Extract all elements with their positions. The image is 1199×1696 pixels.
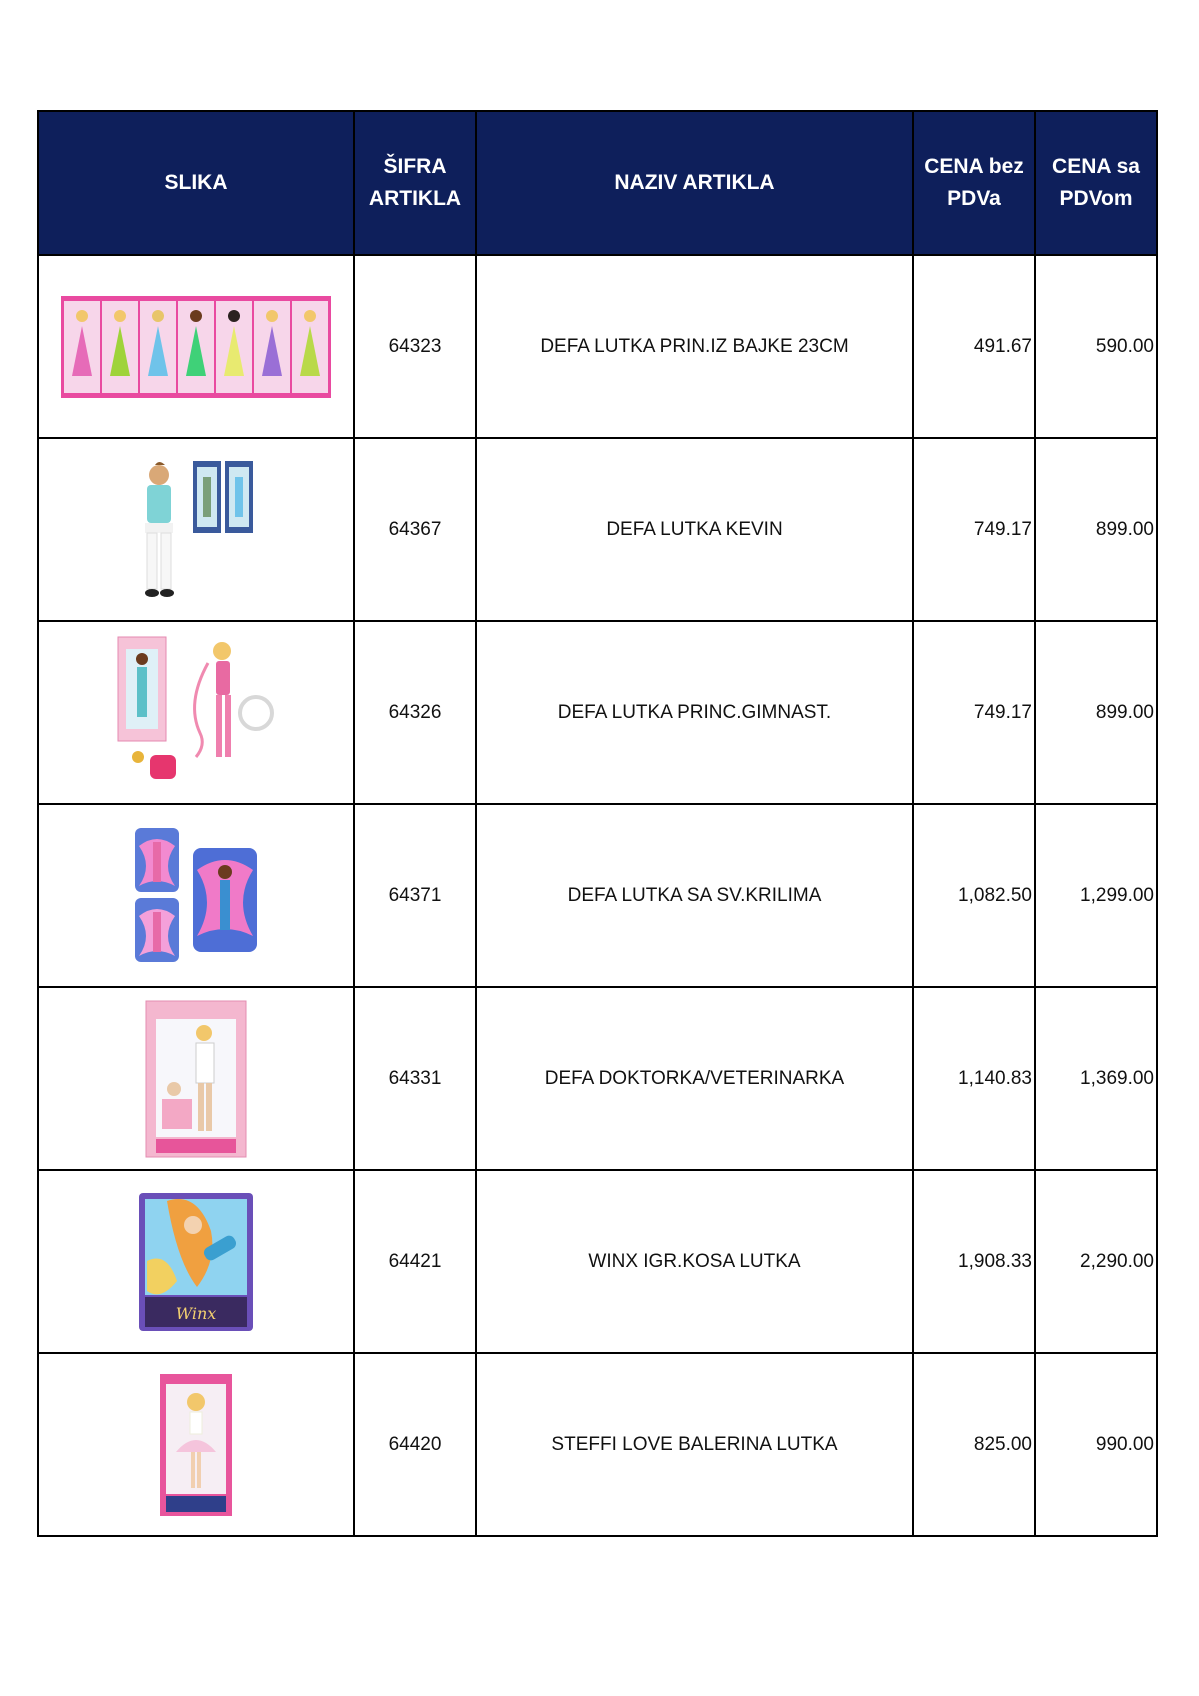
product-code: 64326 bbox=[354, 621, 476, 804]
product-name: DEFA LUTKA PRIN.IZ BAJKE 23CM bbox=[476, 255, 913, 438]
male-doll-icon bbox=[131, 455, 261, 605]
product-image-cell bbox=[38, 255, 354, 438]
product-name: DEFA LUTKA PRINC.GIMNAST. bbox=[476, 621, 913, 804]
header-code-line1: ŠIFRA bbox=[383, 155, 447, 178]
doll-boxes-set-icon bbox=[61, 296, 331, 398]
product-image-cell bbox=[38, 1170, 354, 1353]
table-header bbox=[38, 111, 1157, 255]
price-gross: 1,299.00 bbox=[1035, 804, 1157, 987]
ballerina-doll-box-icon bbox=[158, 1372, 234, 1518]
product-name: WINX IGR.KOSA LUTKA bbox=[476, 1170, 913, 1353]
header-price-gross bbox=[1035, 111, 1157, 255]
fairy-doll-icon bbox=[131, 826, 261, 966]
product-code: 64420 bbox=[354, 1353, 476, 1536]
table-row bbox=[38, 804, 1157, 987]
product-name: DEFA DOKTORKA/VETERINARKA bbox=[476, 987, 913, 1170]
product-image-cell bbox=[38, 804, 354, 987]
price-net: 491.67 bbox=[913, 255, 1035, 438]
header-price-gross-line2: PDVom bbox=[1059, 187, 1133, 210]
table-row bbox=[38, 255, 1157, 438]
product-code: 64323 bbox=[354, 255, 476, 438]
doctor-doll-box-icon bbox=[144, 999, 248, 1159]
table-body bbox=[38, 255, 1157, 1536]
price-gross: 899.00 bbox=[1035, 438, 1157, 621]
header-price-gross-line1: CENA sa bbox=[1052, 155, 1140, 178]
product-code: 64331 bbox=[354, 987, 476, 1170]
price-gross: 990.00 bbox=[1035, 1353, 1157, 1536]
header-code-line2: ARTIKLA bbox=[368, 187, 462, 210]
table-row bbox=[38, 1170, 1157, 1353]
price-net: 825.00 bbox=[913, 1353, 1035, 1536]
product-name: DEFA LUTKA KEVIN bbox=[476, 438, 913, 621]
header-row bbox=[38, 111, 1157, 255]
price-gross: 590.00 bbox=[1035, 255, 1157, 438]
winx-doll-box-icon bbox=[137, 1191, 255, 1333]
header-price-net-line1: CENA bez bbox=[924, 155, 1024, 178]
header-name bbox=[476, 111, 913, 255]
product-image-cell bbox=[38, 438, 354, 621]
price-net: 1,082.50 bbox=[913, 804, 1035, 987]
price-net: 749.17 bbox=[913, 438, 1035, 621]
product-image-cell bbox=[38, 987, 354, 1170]
header-image-label: SLIKA bbox=[164, 171, 228, 194]
gymnast-doll-icon bbox=[116, 633, 276, 793]
product-image-cell bbox=[38, 1353, 354, 1536]
header-code bbox=[354, 111, 476, 255]
price-gross: 2,290.00 bbox=[1035, 1170, 1157, 1353]
product-code: 64367 bbox=[354, 438, 476, 621]
header-price-net-line2: PDVa bbox=[947, 187, 1001, 210]
table-row bbox=[38, 621, 1157, 804]
product-name: STEFFI LOVE BALERINA LUTKA bbox=[476, 1353, 913, 1536]
price-table bbox=[37, 110, 1158, 1537]
price-net: 1,908.33 bbox=[913, 1170, 1035, 1353]
price-net: 1,140.83 bbox=[913, 987, 1035, 1170]
product-code: 64371 bbox=[354, 804, 476, 987]
table-row bbox=[38, 438, 1157, 621]
table-row bbox=[38, 987, 1157, 1170]
table-row bbox=[38, 1353, 1157, 1536]
price-net: 749.17 bbox=[913, 621, 1035, 804]
product-image-cell bbox=[38, 621, 354, 804]
product-code: 64421 bbox=[354, 1170, 476, 1353]
price-gross: 1,369.00 bbox=[1035, 987, 1157, 1170]
header-price-net bbox=[913, 111, 1035, 255]
header-name-label: NAZIV ARTIKLA bbox=[614, 171, 775, 194]
product-name: DEFA LUTKA SA SV.KRILIMA bbox=[476, 804, 913, 987]
price-gross: 899.00 bbox=[1035, 621, 1157, 804]
winx-logo-text: Winx bbox=[175, 1303, 217, 1323]
header-image bbox=[38, 111, 354, 255]
